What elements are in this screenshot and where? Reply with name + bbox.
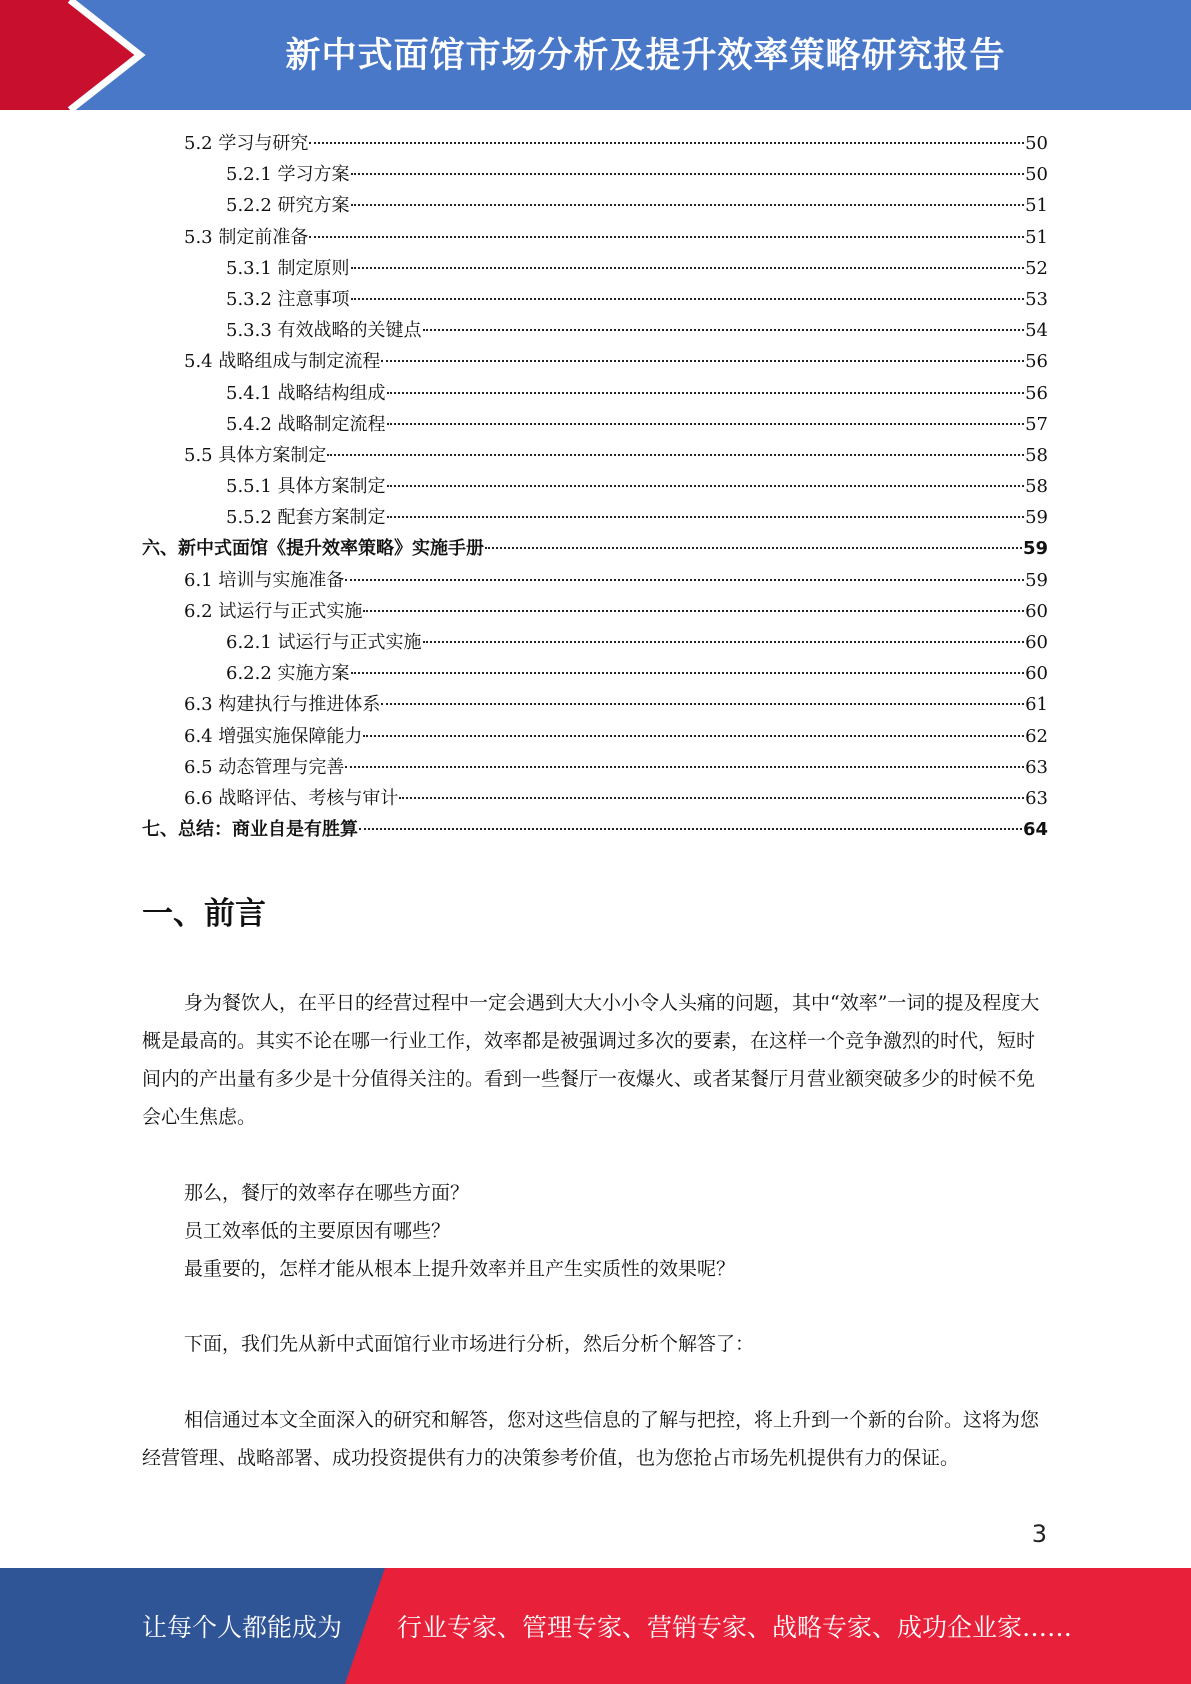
toc-dot-leader (387, 516, 1025, 518)
toc-entry-page: 64 (1022, 819, 1048, 841)
toc-entry[interactable] (142, 721, 1048, 752)
toc-entry-label: 5.3 制定前准备 (184, 226, 309, 248)
toc-entry-label: 5.2.2 研究方案 (226, 195, 350, 217)
toc-entry-label: 5.4 战略组成与制定流程 (184, 351, 381, 373)
toc-entry-page: 60 (1025, 600, 1048, 622)
toc-dot-leader (309, 236, 1024, 238)
toc-entry-page: 58 (1025, 476, 1048, 498)
toc-entry-page: 52 (1025, 257, 1048, 279)
toc-entry[interactable] (142, 159, 1048, 190)
toc-entry[interactable] (142, 814, 1048, 845)
toc-entry-page: 63 (1025, 787, 1048, 809)
toc-entry-label: 七、总结：商业自是有胜算 (142, 819, 358, 841)
question-1: 那么，餐厅的效率存在哪些方面？ (184, 1182, 470, 1204)
toc-entry-page: 63 (1025, 756, 1048, 778)
toc-entry[interactable] (142, 346, 1048, 377)
toc-entry[interactable] (142, 565, 1048, 596)
preface-paragraph-2: 下面，我们先从新中式面馆行业市场进行分析，然后分析个解答了： (184, 1333, 755, 1355)
toc-entry-label: 5.3.2 注意事项 (226, 288, 350, 310)
toc-dot-leader (387, 423, 1025, 425)
toc-entry[interactable] (142, 471, 1048, 502)
toc-entry-page: 53 (1025, 288, 1048, 310)
toc-entry[interactable] (142, 284, 1048, 315)
toc-entry[interactable] (142, 752, 1048, 783)
toc-dot-leader (381, 360, 1024, 362)
toc-entry-label: 5.5.1 具体方案制定 (226, 476, 386, 498)
toc-dot-leader (351, 173, 1025, 175)
toc-entry-page: 61 (1025, 694, 1048, 716)
toc-entry[interactable] (142, 128, 1048, 159)
toc-dot-leader (351, 267, 1025, 269)
toc-entry-label: 5.4.2 战略制定流程 (226, 413, 386, 435)
page-header (0, 0, 1191, 110)
toc-entry-label: 5.5.2 配套方案制定 (226, 507, 386, 529)
toc-entry[interactable] (142, 627, 1048, 658)
toc-dot-leader (351, 298, 1025, 300)
toc-entry[interactable] (142, 689, 1048, 720)
toc-dot-leader (363, 735, 1024, 737)
toc-entry[interactable] (142, 783, 1048, 814)
toc-entry-label: 5.2.1 学习方案 (226, 164, 350, 186)
preface-paragraph-1: 身为餐饮人，在平日的经营过程中一定会遇到大大小小令人头痛的问题，其中“效率”一词的提及程度大概是最高的。其实不论在哪一行业工作，效率都是被强调过多次的要素，在这样一个竞争激烈的时代，短时间内的产出量有多少是十分值得关注的。看到一些餐厅一夜爆火、或者某餐厅月营业额突破多少的时候不免会心生焦虑。 (142, 992, 1040, 1128)
toc-entry-page: 59 (1025, 569, 1048, 591)
toc-entry-label: 6.2 试运行与正式实施 (184, 600, 363, 622)
toc-dot-leader (485, 547, 1022, 549)
toc-entry[interactable] (142, 533, 1048, 564)
toc-entry-page: 58 (1025, 444, 1048, 466)
toc-entry-label: 5.3.1 制定原则 (226, 257, 350, 279)
toc-entry-page: 50 (1025, 164, 1048, 186)
toc-entry-label: 6.2.1 试运行与正式实施 (226, 632, 422, 653)
toc-entry-label: 6.3 构建执行与推进体系 (184, 694, 381, 716)
toc-entry[interactable] (142, 502, 1048, 533)
toc-entry-page: 56 (1025, 351, 1048, 373)
question-2: 员工效率低的主要原因有哪些？ (184, 1220, 451, 1242)
toc-dot-leader (423, 329, 1025, 331)
preface-paragraph-3: 相信通过本文全面深入的研究和解答，您对这些信息的了解与把控，将上升到一个新的台阶。这将为您经营管理、战略部署、成功投资提供有力的决策参考价值，也为您抢占市场先机提供有力的保证。 (142, 1409, 1040, 1469)
toc-entry[interactable] (142, 378, 1048, 409)
toc-entry-label: 5.5 具体方案制定 (184, 444, 327, 466)
toc-entry-label: 6.5 动态管理与完善 (184, 756, 345, 778)
toc-dot-leader (345, 766, 1024, 768)
toc-entry-page: 56 (1025, 382, 1048, 404)
toc-entry[interactable] (142, 222, 1048, 253)
page-number: 3 (1031, 1520, 1047, 1548)
report-title: 新中式面馆市场分析及提升效率策略研究报告 (285, 36, 1006, 76)
toc-dot-leader (363, 610, 1024, 612)
toc-entry[interactable] (142, 315, 1048, 346)
toc-entry[interactable] (142, 658, 1048, 689)
toc-entry-label: 5.4.1 战略结构组成 (226, 382, 386, 404)
toc-entry-label: 6.6 战略评估、考核与审计 (184, 787, 399, 809)
toc-entry[interactable] (142, 409, 1048, 440)
toc-entry[interactable] (142, 253, 1048, 284)
toc-entry-page: 59 (1022, 538, 1048, 560)
toc-entry-page: 54 (1025, 320, 1048, 342)
toc-entry[interactable] (142, 596, 1048, 627)
toc-entry-label: 5.3.3 有效战略的关键点 (226, 320, 422, 342)
toc-entry-page: 51 (1025, 195, 1048, 217)
toc-dot-leader (359, 828, 1022, 830)
toc-entry-page: 60 (1025, 632, 1048, 653)
toc-entry-page: 62 (1025, 725, 1048, 747)
toc-dot-leader (423, 641, 1025, 643)
table-of-contents (142, 128, 1048, 845)
toc-entry-page: 50 (1025, 133, 1048, 154)
toc-dot-leader (381, 703, 1024, 705)
toc-dot-leader (399, 797, 1024, 799)
question-3: 最重要的，怎样才能从根本上提升效率并且产生实质性的效果呢？ (184, 1258, 736, 1280)
page-footer (0, 1568, 1191, 1684)
toc-entry-label: 六、新中式面馆《提升效率策略》实施手册 (142, 538, 484, 560)
toc-entry-label: 6.2.2 实施方案 (226, 663, 350, 685)
toc-dot-leader (351, 204, 1025, 206)
toc-entry-page: 51 (1025, 226, 1048, 248)
footer-slogan-right: 行业专家、管理专家、营销专家、战略专家、成功企业家…… (397, 1613, 1073, 1642)
toc-entry-label: 6.1 培训与实施准备 (184, 569, 345, 591)
toc-entry[interactable] (142, 190, 1048, 221)
toc-dot-leader (345, 579, 1024, 581)
toc-dot-leader (351, 672, 1025, 674)
toc-entry-label: 6.4 增强实施保障能力 (184, 725, 363, 747)
toc-entry-page: 59 (1025, 507, 1048, 529)
toc-dot-leader (387, 392, 1025, 394)
section-title: 一、前言 (142, 896, 266, 932)
footer-slogan-left: 让每个人都能成为 (142, 1613, 343, 1642)
toc-dot-leader (327, 454, 1024, 456)
toc-entry[interactable] (142, 440, 1048, 471)
toc-entry-label: 5.2 学习与研究 (184, 133, 309, 154)
toc-entry-page: 57 (1025, 413, 1048, 435)
toc-entry-page: 60 (1025, 663, 1048, 685)
toc-dot-leader (387, 485, 1025, 487)
toc-dot-leader (309, 142, 1024, 144)
